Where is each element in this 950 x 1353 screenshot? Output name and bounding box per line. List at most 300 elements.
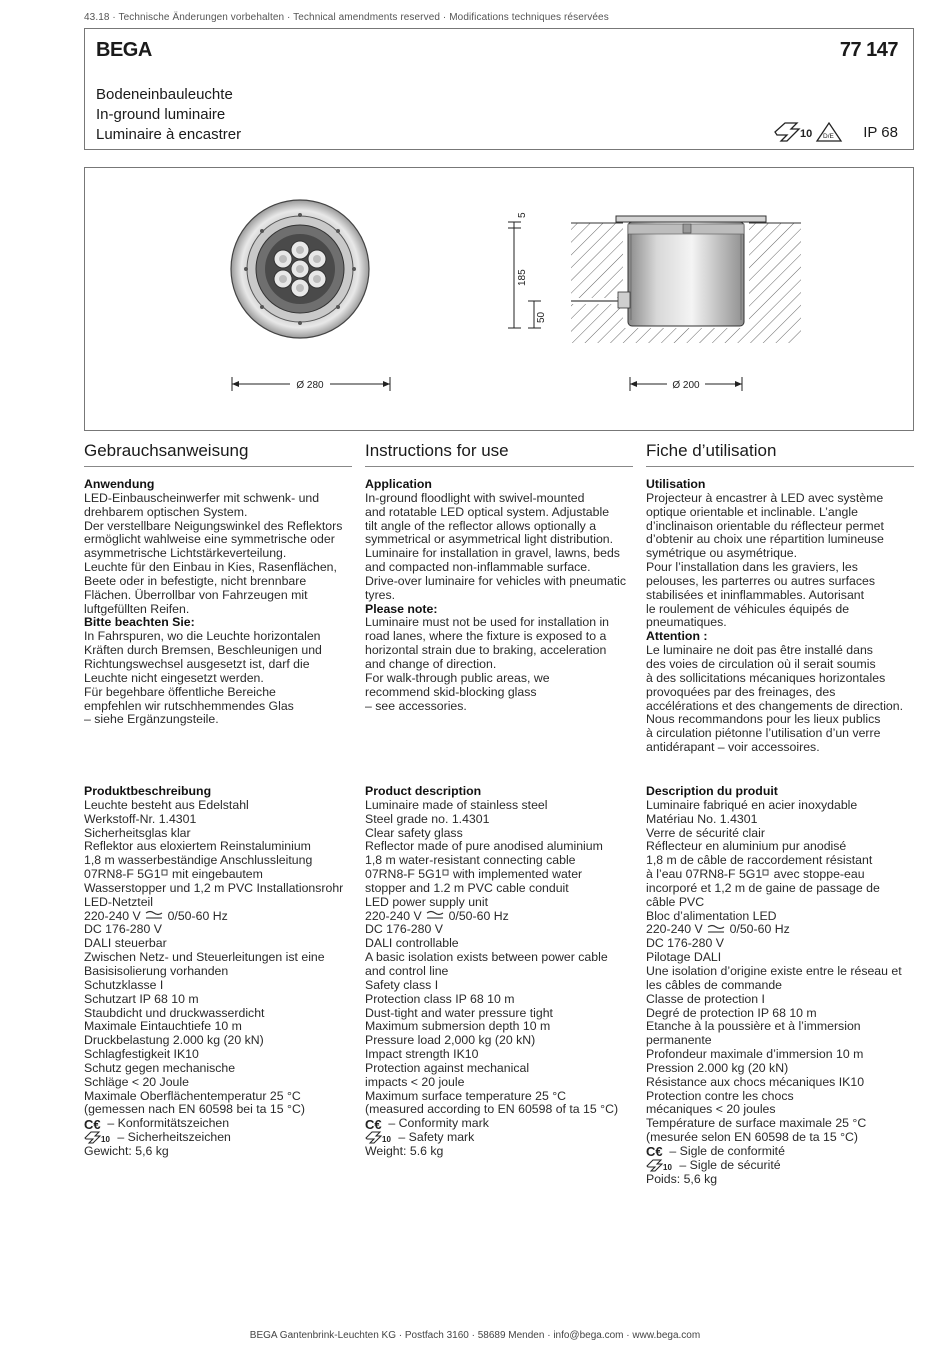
- line-text-continued: 0/50-60 Hz: [164, 908, 228, 923]
- line-text: tilt angle of the reflector allows optionally a: [365, 518, 597, 533]
- line-text: Sicherheitsglas klar: [84, 825, 191, 840]
- superscript-square-icon: [161, 869, 169, 881]
- text-line: [84, 1007, 352, 1021]
- line-text: accélérations et des changements de direction.: [646, 698, 904, 713]
- text-line: [646, 965, 914, 979]
- text-line: [365, 1007, 633, 1021]
- line-text: permanente: [646, 1033, 712, 1048]
- line-text: Schutzart IP 68 10 m: [84, 991, 199, 1006]
- text-line: [365, 658, 633, 672]
- line-text: Basisisolierung vorhanden: [84, 963, 229, 978]
- product-names: [96, 85, 241, 145]
- line-text: pneumatiques.: [646, 615, 727, 630]
- line-text: Schutz gegen mechanische: [84, 1060, 236, 1075]
- line-text: In Fahrspuren, wo die Leuchte horizontalen: [84, 629, 321, 644]
- svg-text:10: 10: [663, 1163, 672, 1173]
- line-text: Flächen. Überrollbar von Fahrzeugen mit: [84, 587, 308, 602]
- line-text: antidérapant – voir accessoires.: [646, 740, 820, 755]
- line-text: – Safety mark: [398, 1130, 475, 1145]
- text-line: [84, 492, 352, 506]
- product-name-en: In-ground luminaire: [96, 106, 226, 123]
- superscript-square-icon: [442, 869, 450, 881]
- text-line: [365, 868, 633, 882]
- text-line: [646, 882, 914, 896]
- line-text: – Sigle de sécurité: [679, 1157, 781, 1172]
- text-line: [84, 658, 352, 672]
- line-text: – Konformitätszeichen: [107, 1116, 230, 1131]
- line-text: road lanes, where the fixture is exposed to a: [365, 629, 607, 644]
- text-line: [646, 1048, 914, 1062]
- line-text: DALI steuerbar: [84, 936, 167, 951]
- line-text: Anwendung: [84, 477, 155, 491]
- text-line: [84, 993, 352, 1007]
- text-line: [365, 882, 633, 896]
- text-line: [84, 713, 352, 727]
- ac-dc-symbol-icon: [144, 910, 164, 922]
- line-text: and control line: [365, 963, 449, 978]
- line-text: Bitte beachten Sie:: [84, 615, 195, 630]
- text-line: [84, 686, 352, 700]
- line-text: Utilisation: [646, 477, 706, 491]
- ip-rating: IP 68: [863, 123, 898, 141]
- line-text: impacts < 20 joule: [365, 1074, 465, 1089]
- line-text: – see accessories.: [365, 698, 467, 713]
- text-line: [84, 589, 352, 603]
- text-line: [365, 1131, 633, 1145]
- line-text: recommend skid-blocking glass: [365, 684, 537, 699]
- line-text: LED power supply unit: [365, 894, 489, 909]
- total-height-label: 185: [517, 269, 528, 286]
- line-text: Pour l’installation dans les graviers, les: [646, 560, 858, 575]
- text-line: [646, 993, 914, 1007]
- line-text: tyres.: [365, 587, 396, 602]
- ce-mark-icon: [646, 1145, 666, 1158]
- cable-height-label: 50: [536, 311, 547, 323]
- side-view-diameter-label: Ø 200: [672, 380, 700, 391]
- ac-dc-symbol-icon: [706, 924, 726, 936]
- text-line: [365, 965, 633, 979]
- text-line: [365, 630, 633, 644]
- line-text: Maximum surface temperature 25 °C: [365, 1088, 567, 1103]
- text-line: [646, 923, 914, 937]
- line-text: Température de surface maximale 25 °C: [646, 1116, 867, 1131]
- line-text: Pilotage DALI: [646, 950, 722, 965]
- line-text: Etanche à la poussière et à l’immersion: [646, 1019, 861, 1034]
- text-line: [84, 840, 352, 854]
- text-line: [84, 1103, 352, 1117]
- line-text: Dust-tight and water pressure tight: [365, 1005, 553, 1020]
- line-text-continued: 0/50-60 Hz: [445, 908, 509, 923]
- section-heading: [646, 478, 914, 492]
- text-line: [646, 979, 914, 993]
- text-line: [646, 896, 914, 910]
- product-description-en: [365, 785, 633, 1159]
- section-heading: [84, 616, 352, 630]
- text-line: [365, 1062, 633, 1076]
- line-text: Pression 2.000 kg (20 kN): [646, 1060, 789, 1075]
- line-text: symmetrical or asymmetrical light distribution.: [365, 532, 614, 547]
- text-line: [84, 923, 352, 937]
- text-line: [84, 799, 352, 813]
- text-line: [365, 896, 633, 910]
- line-text: Für begehbare öffentliche Bereiche: [84, 684, 276, 699]
- text-line: [84, 1048, 352, 1062]
- line-text: Schlagfestigkeit IK10: [84, 1047, 199, 1062]
- text-line: [646, 1145, 914, 1159]
- line-text: Protection contre les chocs: [646, 1088, 794, 1103]
- line-text: – Sicherheitszeichen: [117, 1130, 231, 1145]
- enec-safety-mark-icon: [646, 1159, 676, 1172]
- text-line: [646, 868, 914, 882]
- text-line: [84, 1034, 352, 1048]
- text-line: [84, 533, 352, 547]
- svg-text:C€: C€: [365, 1117, 382, 1131]
- text-line: [646, 1020, 914, 1034]
- line-text: le roulement de véhicules équipés de: [646, 601, 850, 616]
- text-line: [365, 923, 633, 937]
- text-line: [365, 1076, 633, 1090]
- line-text: Der verstellbare Neigungswinkel des Reflektors: [84, 518, 343, 533]
- header-box: [84, 28, 914, 150]
- line-text: Réflecteur en aluminium pur anodisé: [646, 839, 847, 854]
- text-line: [84, 672, 352, 686]
- text-line: [84, 813, 352, 827]
- text-line: [84, 827, 352, 841]
- text-line: [84, 1090, 352, 1104]
- top-view: [231, 200, 369, 338]
- line-text: Impact strength IK10: [365, 1047, 479, 1062]
- line-text: 1,8 m de câble de raccordement résistant: [646, 853, 873, 868]
- text-line: [646, 1159, 914, 1173]
- text-line: [84, 603, 352, 617]
- text-line: [365, 937, 633, 951]
- section-heading: [365, 603, 633, 617]
- text-line: [646, 520, 914, 534]
- text-line: [646, 741, 914, 755]
- text-line: [646, 644, 914, 658]
- line-text: horizontal strain due to braking, acceleration: [365, 643, 607, 658]
- line-text: Luminaire fabriqué en acier inoxydable: [646, 797, 858, 812]
- text-line: [646, 603, 914, 617]
- text-line: [646, 575, 914, 589]
- line-text: Une isolation d’origine existe entre le réseau et: [646, 963, 902, 978]
- section-heading: [646, 785, 914, 799]
- text-line: [646, 1076, 914, 1090]
- line-text: Product description: [365, 784, 482, 798]
- line-text: 220-240 V: [84, 908, 141, 923]
- line-text-continued: 0/50-60 Hz: [726, 922, 790, 937]
- text-line: [365, 1020, 633, 1034]
- line-text: Richtungswechsel ausgesetzt ist, darf die: [84, 656, 310, 671]
- line-text: Classe de protection I: [646, 991, 765, 1006]
- text-line: [646, 1090, 914, 1104]
- text-line: [646, 1173, 914, 1187]
- text-line: [646, 492, 914, 506]
- text-line: [365, 686, 633, 700]
- text-line: [365, 1090, 633, 1104]
- text-line: [365, 1103, 633, 1117]
- line-text: Zwischen Netz- und Steuerleitungen ist eine: [84, 950, 325, 965]
- text-line: [646, 1117, 914, 1131]
- technical-drawing: [84, 167, 914, 431]
- text-line: [84, 561, 352, 575]
- line-text-continued: with implemented water: [449, 867, 583, 882]
- text-line: [365, 1048, 633, 1062]
- line-text: Poids: 5,6 kg: [646, 1171, 718, 1186]
- text-line: [646, 547, 914, 561]
- line-text: Matériau No. 1.4301: [646, 811, 758, 826]
- line-text: Druckbelastung 2.000 kg (20 kN): [84, 1033, 264, 1048]
- line-text: Drive-over luminaire for vehicles with pneumatic: [365, 573, 627, 588]
- flange-height-label: 5: [517, 212, 528, 218]
- text-line: [84, 1131, 352, 1145]
- line-text: provoquées par des freinages, des: [646, 684, 836, 699]
- text-line: [646, 799, 914, 813]
- certification-marks: [773, 121, 898, 143]
- line-text: Description du produit: [646, 784, 778, 798]
- line-text: Werkstoff-Nr. 1.4301: [84, 811, 197, 826]
- line-text: Schläge < 20 Joule: [84, 1074, 189, 1089]
- text-line: [365, 506, 633, 520]
- line-text: 220-240 V: [365, 908, 422, 923]
- line-text: incorporé et 1,2 m de gaine de passage de: [646, 880, 880, 895]
- line-text: Le luminaire ne doit pas être installé dans: [646, 643, 873, 658]
- text-line: [646, 713, 914, 727]
- line-text: Maximum submersion depth 10 m: [365, 1019, 551, 1034]
- column-title-fr: Fiche d’utilisation: [646, 441, 914, 467]
- text-line: [646, 589, 914, 603]
- enec-safety-mark-icon: [365, 1131, 395, 1144]
- line-text: 1,8 m wasserbeständige Anschlussleitung: [84, 853, 313, 868]
- text-line: [365, 951, 633, 965]
- line-text: In-ground floodlight with swivel-mounted: [365, 490, 585, 505]
- line-text: Maximale Oberflächentemperatur 25 °C: [84, 1088, 301, 1103]
- line-text: câble PVC: [646, 894, 705, 909]
- line-text: A basic isolation exists between power cable: [365, 950, 608, 965]
- text-line: [84, 882, 352, 896]
- line-text: – Sigle de conformité: [669, 1143, 785, 1158]
- text-line: [646, 1062, 914, 1076]
- text-line: [365, 827, 633, 841]
- side-view: [571, 216, 801, 343]
- text-line: [646, 1007, 914, 1021]
- line-text: (gemessen nach EN 60598 bei ta 15 °C): [84, 1102, 305, 1117]
- text-line: [84, 910, 352, 924]
- line-text: Weight: 5.6 kg: [365, 1143, 444, 1158]
- text-line: [646, 672, 914, 686]
- superscript-square-icon: [762, 869, 770, 881]
- line-text: drehbarem optischen System.: [84, 504, 248, 519]
- line-text: à circulation piétonne l’utilisation d’un verre: [646, 726, 881, 741]
- side-view-height-dimension: [508, 212, 547, 328]
- text-line: [84, 506, 352, 520]
- line-text: Degré de protection IP 68 10 m: [646, 1005, 817, 1020]
- svg-text:C€: C€: [84, 1117, 101, 1131]
- line-text: d’inclinaison orientable du réflecteur permet: [646, 518, 884, 533]
- line-text: DC 176-280 V: [365, 922, 443, 937]
- text-line: [365, 492, 633, 506]
- enec-safety-mark-icon: [84, 1131, 114, 1144]
- line-text: DALI controllable: [365, 936, 459, 951]
- line-text: – siehe Ergänzungsteile.: [84, 712, 219, 727]
- line-text: Verre de sécurité clair: [646, 825, 765, 840]
- text-line: [84, 951, 352, 965]
- line-text: stabilisées et ininflammables. Autorisant: [646, 587, 865, 602]
- svg-text:10: 10: [382, 1135, 391, 1145]
- line-text: Leuchte nicht eingesetzt werden.: [84, 670, 264, 685]
- svg-text:C€: C€: [646, 1145, 663, 1159]
- line-text: à des sollicitations mécaniques horizontales: [646, 670, 886, 685]
- company-footer: BEGA Gantenbrink-Leuchten KG · Postfach 3160 · 58689 Menden · info@bega.com · www.bega.com: [249, 1330, 701, 1341]
- line-text: Produktbeschreibung: [84, 784, 212, 798]
- text-line: [646, 658, 914, 672]
- section-heading: [84, 785, 352, 799]
- ce-mark-icon: [365, 1118, 385, 1131]
- line-text: Beete oder in befestigte, nicht brennbare: [84, 573, 307, 588]
- text-line: [646, 1131, 914, 1145]
- line-text: For walk-through public areas, we: [365, 670, 550, 685]
- safety-mark-number: 10: [800, 128, 813, 140]
- text-line: [365, 616, 633, 630]
- section-heading: [84, 478, 352, 492]
- text-line: [365, 840, 633, 854]
- line-text: Steel grade no. 1.4301: [365, 811, 490, 826]
- brand-name: BEGA: [96, 39, 152, 61]
- text-line: [365, 520, 633, 534]
- line-text: à l’eau 07RN8-F 5G1: [646, 867, 763, 882]
- line-text: mécaniques < 20 joules: [646, 1102, 776, 1117]
- text-line: [84, 854, 352, 868]
- text-line: [365, 979, 633, 993]
- usage-section-en: [365, 478, 633, 713]
- line-text: LED-Einbauscheinwerfer mit schwenk- und: [84, 490, 320, 505]
- column-title-en: Instructions for use: [365, 441, 633, 467]
- line-text: ermöglicht wahlweise eine symmetrische oder: [84, 532, 335, 547]
- line-text: LED-Netzteil: [84, 894, 154, 909]
- top-view-dimension: [232, 377, 390, 391]
- text-line: [365, 644, 633, 658]
- line-text: Kräften durch Bremsen, Beschleunigen und: [84, 643, 322, 658]
- line-text: Leuchte besteht aus Edelstahl: [84, 797, 249, 812]
- line-text: 07RN8-F 5G1: [84, 867, 161, 882]
- line-text: – Conformity mark: [388, 1116, 489, 1131]
- text-line: [84, 1020, 352, 1034]
- text-line: [646, 910, 914, 924]
- line-text: DC 176-280 V: [84, 922, 162, 937]
- text-line: [365, 799, 633, 813]
- line-text: optique orientable et inclinable. L’angle: [646, 504, 858, 519]
- line-text: Nous recommandons pour les lieux publics: [646, 712, 881, 727]
- text-line: [84, 630, 352, 644]
- text-line: [646, 1103, 914, 1117]
- text-line: [84, 896, 352, 910]
- text-line: [365, 854, 633, 868]
- line-text: Luminaire made of stainless steel: [365, 797, 548, 812]
- text-line: [365, 700, 633, 714]
- text-line: [646, 813, 914, 827]
- line-text: Staubdicht und druckwasserdicht: [84, 1005, 265, 1020]
- column-title-de: Gebrauchsanweisung: [84, 441, 352, 467]
- enec-safety-mark-icon: [773, 121, 843, 143]
- line-text: Attention :: [646, 629, 708, 644]
- line-text: Safety class I: [365, 977, 439, 992]
- amendments-note: 43.18 · Technische Änderungen vorbehalten · Technical amendments reserved · Modifications techniques réservées: [84, 12, 609, 23]
- text-line: [646, 727, 914, 741]
- line-text: (mesurée selon EN 60598 de ta 15 °C): [646, 1130, 859, 1145]
- line-text: asymmetrische Lichtstärkeverteilung.: [84, 546, 287, 561]
- text-line: [84, 1117, 352, 1131]
- text-line: [84, 979, 352, 993]
- line-text: 07RN8-F 5G1: [365, 867, 442, 882]
- ce-mark-icon: [84, 1118, 104, 1131]
- line-text: Reflector made of pure anodised aluminium: [365, 839, 603, 854]
- text-line: [365, 575, 633, 589]
- usage-section-fr: [646, 478, 914, 755]
- section-heading: [365, 478, 633, 492]
- text-line: [646, 506, 914, 520]
- product-name-de: Bodeneinbauleuchte: [96, 86, 233, 103]
- line-text: Wasserstopper und 1,2 m PVC Installationsrohr: [84, 880, 344, 895]
- line-text: Application: [365, 477, 432, 491]
- text-line: [365, 561, 633, 575]
- line-text: 1,8 m water-resistant connecting cable: [365, 853, 576, 868]
- text-line: [646, 686, 914, 700]
- line-text: and change of direction.: [365, 656, 497, 671]
- line-text: Leuchte für den Einbau in Kies, Rasenflächen,: [84, 560, 337, 575]
- text-line: [365, 1117, 633, 1131]
- text-line: [646, 937, 914, 951]
- text-line: [365, 533, 633, 547]
- text-line: [646, 840, 914, 854]
- line-text: d’obtenir au choix une répartition lumineuse: [646, 532, 884, 547]
- line-text: Protection class IP 68 10 m: [365, 991, 515, 1006]
- text-line: [84, 868, 352, 882]
- product-name-fr: Luminaire à encastrer: [96, 126, 242, 143]
- text-line: [84, 1076, 352, 1090]
- text-line: [646, 616, 914, 630]
- text-line: [646, 854, 914, 868]
- text-line: [646, 533, 914, 547]
- line-text: (measured according to EN 60598 of ta 15 °C): [365, 1102, 619, 1117]
- line-text: Maximale Eintauchtiefe 10 m: [84, 1019, 242, 1034]
- line-text: Reflektor aus eloxiertem Reinstaluminium: [84, 839, 311, 854]
- text-line: [84, 1145, 352, 1159]
- de-mark-label: D/E: [823, 133, 835, 140]
- product-description-fr: [646, 785, 914, 1186]
- line-text: Pressure load 2,000 kg (20 kN): [365, 1033, 536, 1048]
- line-text: Clear safety glass: [365, 825, 463, 840]
- line-text: les câbles de commande: [646, 977, 783, 992]
- line-text: DC 176-280 V: [646, 936, 724, 951]
- text-line: [365, 1034, 633, 1048]
- text-line: [84, 520, 352, 534]
- article-number: 77 147: [839, 39, 898, 61]
- text-line: [84, 700, 352, 714]
- line-text: Schutzklasse I: [84, 977, 164, 992]
- ac-dc-symbol-icon: [425, 910, 445, 922]
- section-heading: [646, 630, 914, 644]
- top-view-diameter-label: Ø 280: [296, 380, 324, 391]
- text-line: [84, 1062, 352, 1076]
- line-text: Résistance aux chocs mécaniques IK10: [646, 1074, 865, 1089]
- line-text: des voies de circulation où il serait soumis: [646, 656, 876, 671]
- text-line: [84, 644, 352, 658]
- line-text: luftgefüllten Reifen.: [84, 601, 190, 616]
- text-line: [646, 1034, 914, 1048]
- text-line: [365, 547, 633, 561]
- line-text: Luminaire must not be used for installation in: [365, 615, 610, 630]
- line-text: empfehlen wir rutschhemmendes Glas: [84, 698, 294, 713]
